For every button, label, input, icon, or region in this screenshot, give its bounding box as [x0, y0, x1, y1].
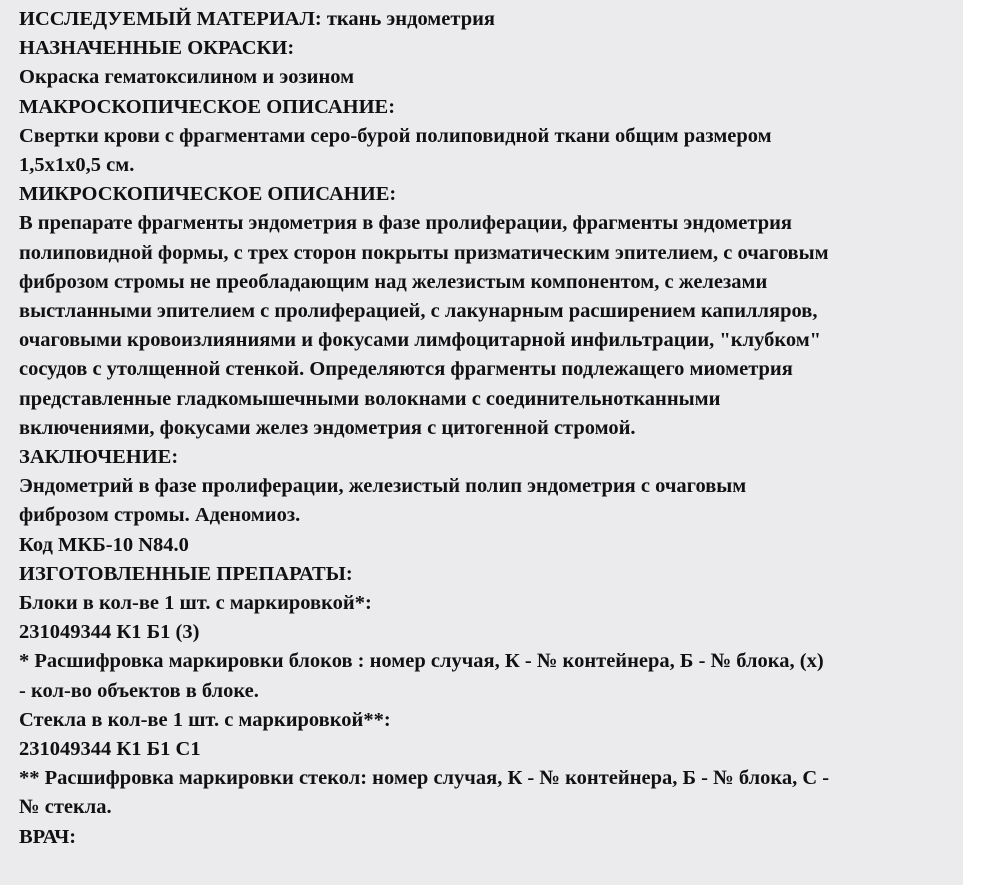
blocks-note-line: - кол-во объектов в блоке. [19, 679, 259, 702]
microscopic-text-line: В препарате фрагменты эндометрия в фазе пролиферации, фрагменты эндометрия [19, 212, 792, 235]
conclusion-heading: ЗАКЛЮЧЕНИЕ: [19, 446, 179, 469]
slides-code: 231049344 К1 Б1 С1 [19, 738, 201, 761]
microscopic-text-line: представленные гладкомышечными волокнами с соединительнотканными [19, 387, 721, 410]
microscopic-text-line: полиповидной формы, с трех сторон покрыты призматическим эпителием, с очаговым [19, 241, 829, 264]
microscopic-text-line: очаговыми кровоизлияниями и фокусами лимфоцитарной инфильтрации, "клубком" [19, 329, 822, 352]
blocks-label: Блоки в кол-ве 1 шт. с маркировкой*: [19, 592, 372, 615]
macroscopic-text-line: Свертки крови с фрагментами серо-бурой полиповидной ткани общим размером [19, 124, 772, 147]
microscopic-heading: МИКРОСКОПИЧЕСКОЕ ОПИСАНИЕ: [19, 183, 397, 206]
microscopic-text-line: сосудов с утолщенной стенкой. Определяются фрагменты подлежащего миометрия [19, 358, 793, 381]
histology-report [19, 5, 963, 852]
microscopic-text-line: выстланными эпителием с пролиферацией, с лакунарным расширением капилляров, [19, 300, 818, 323]
blocks-code: 231049344 К1 Б1 (3) [19, 621, 200, 644]
microscopic-text-line: включениями, фокусами желез эндометрия с цитогенной стромой. [19, 416, 636, 439]
preparations-heading: ИЗГОТОВЛЕННЫЕ ПРЕПАРАТЫ: [19, 562, 353, 585]
blocks-note-line: * Расшифровка маркировки блоков : номер случая, К - № контейнера, Б - № блока, (x) [19, 650, 824, 673]
macroscopic-heading: МАКРОСКОПИЧЕСКОЕ ОПИСАНИЕ: [19, 95, 396, 118]
slides-note-line: ** Расшифровка маркировки стекол: номер случая, К - № контейнера, Б - № блока, С - [19, 767, 830, 790]
material-value: ткань эндометрия [321, 8, 495, 30]
material-label: ИССЛЕДУЕМЫЙ МАТЕРИАЛ: [19, 8, 322, 30]
icd-code: Код МКБ-10 N84.0 [19, 533, 189, 556]
slides-note-line: № стекла. [19, 796, 112, 819]
conclusion-text-line: Эндометрий в фазе пролиферации, железистый полип эндометрия с очаговым [19, 475, 747, 498]
stains-heading: НАЗНАЧЕННЫЕ ОКРАСКИ: [19, 37, 295, 60]
stains-text: Окраска гематоксилином и эозином [19, 66, 355, 89]
doctor-heading: ВРАЧ: [19, 825, 77, 848]
macroscopic-text-line: 1,5x1x0,5 см. [19, 154, 135, 177]
microscopic-text-line: фиброзом стромы не преобладающим над железистым компонентом, с железами [19, 270, 768, 293]
conclusion-text-line: фиброзом стромы. Аденомиоз. [19, 504, 301, 527]
slides-label: Стекла в кол-ве 1 шт. с маркировкой**: [19, 708, 391, 731]
material-line [19, 5, 963, 34]
